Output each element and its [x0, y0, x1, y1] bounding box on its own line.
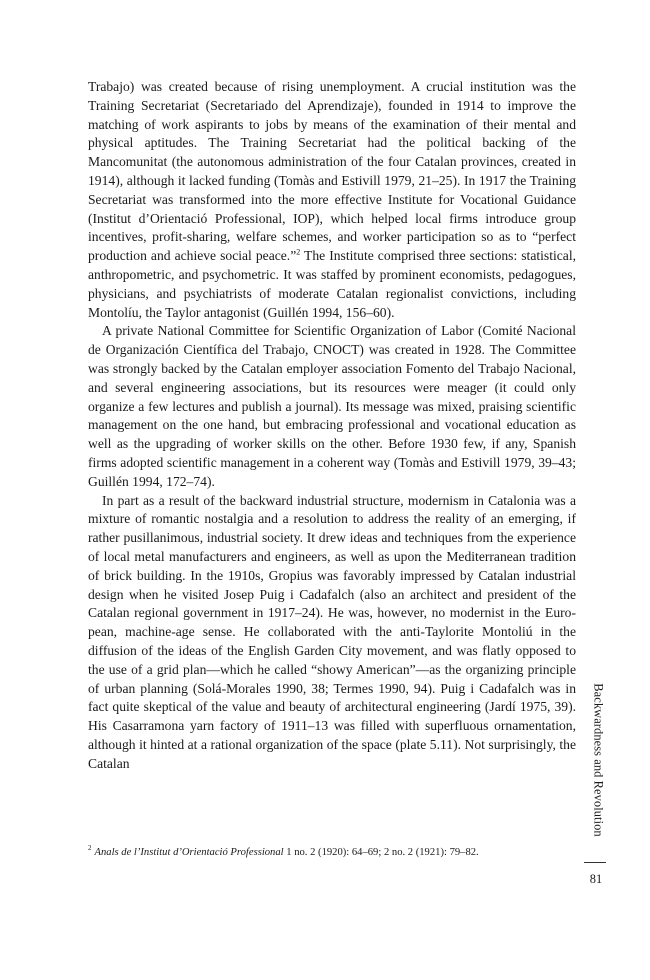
- paragraph-1-text: Trabajo) was created because of rising unemployment. A crucial institution was the Training Secretariat (Secretariado del Aprendizaje), founded in 1914 to improve the matching of work aspirants to jobs by means of the examination of their mental and physical aptitudes. The Training Secretariat had the political backing of the Mancomunitat (the autonomous administration of the four Catalan provinces, created in 1914), although it lacked funding (Tomàs and Estivill 1979, 21–25). In 1917 the Training Secretariat was transformed into the more effective Institute for Vocational Guidance (Institut d’Orientació Professional, IOP), which helped local firms introduce group incentives, profit-sharing, welfare schemes, and worker participation so as to “perfect production and achieve social peace.”: [88, 79, 576, 264]
- running-head-text: Backwardness and Revolution: [591, 683, 606, 837]
- body-text: [88, 78, 576, 773]
- paragraph-3: In part as a result of the backward industrial structure, modernism in Catalonia was a mixture of romantic nostalgia and a resolution to address the reality of an emerging, if rather pusillanimous, industrial society. It drew ideas and techniques from the experience of local metal manufacturers and engineers, as well as upon the Mediterranean tradition of brick building. In the 1910s, Gropius was favorably impressed by Catalan industrial design when he visited Josep Puig i Cadafalch (also an architect and president of the Catalan regional government in 1917–24). He was, however, no modernist in the European, machine-age sense. He collaborated with the anti-Taylorite Montoliú in the diffusion of the ideas of the English Garden City movement, and was flatly opposed to the use of a grid plan—which he called “showy American”—as the organizing principle of urban planning (Solá-Morales 1990, 38; Termes 1990, 94). Puig i Cadafalch was in fact quite skeptical of the value and beauty of architectural engineering (Jardí 1975, 39). His Casarramona yarn factory of 1911–13 was filled with superfluous ornamentation, although it hinted at a rational organization of the space (plate 5.11). Not surprisingly, the Catalan: [88, 492, 576, 771]
- footnote: [88, 846, 588, 860]
- running-head: [586, 665, 610, 855]
- footnote-title: Anals de l’Institut d’Orientació Professional: [94, 847, 284, 858]
- footnote-reference[interactable]: 2: [296, 247, 301, 257]
- paragraph-1-tail: The Institute comprised three sections: statistical, anthropometric, and psychometric. It was staffed by prominent economists, pedagogues, physicians, and psychiatrists of moderate Catalan regionalist convictions, including Montolíu, the Taylor antagonist (Guillén 1994, 156–60).: [88, 248, 577, 320]
- paragraph-1: [88, 78, 576, 322]
- footnote-number: 2: [88, 844, 92, 853]
- footnote-detail: 1 no. 2 (1920): 64–69; 2 no. 2 (1921): 79–82.: [283, 847, 479, 858]
- paragraph-2: A private National Committee for Scientific Organization of Labor (Comité Nacional de Organización Científica del Trabajo, CNOCT) was created in 1928. The Committee was strongly backed by the Catalan employer association Fomento del Trabajo Nacional, and several engineering associations, but its resources were meager (it could only organize a few lectures and publish a journal). Its message was mixed, praising scientific management on the one hand, but embracing professional and vocational education as well as the upgrading of worker skills on the other. Before 1930 few, if any, Spanish firms adopted scientific management in a coherent way (Tomàs and Estivill 1979, 39–43; Guillén 1994, 172–74).: [88, 323, 576, 489]
- folio-rule: [584, 862, 606, 863]
- page-number: 81: [589, 872, 603, 886]
